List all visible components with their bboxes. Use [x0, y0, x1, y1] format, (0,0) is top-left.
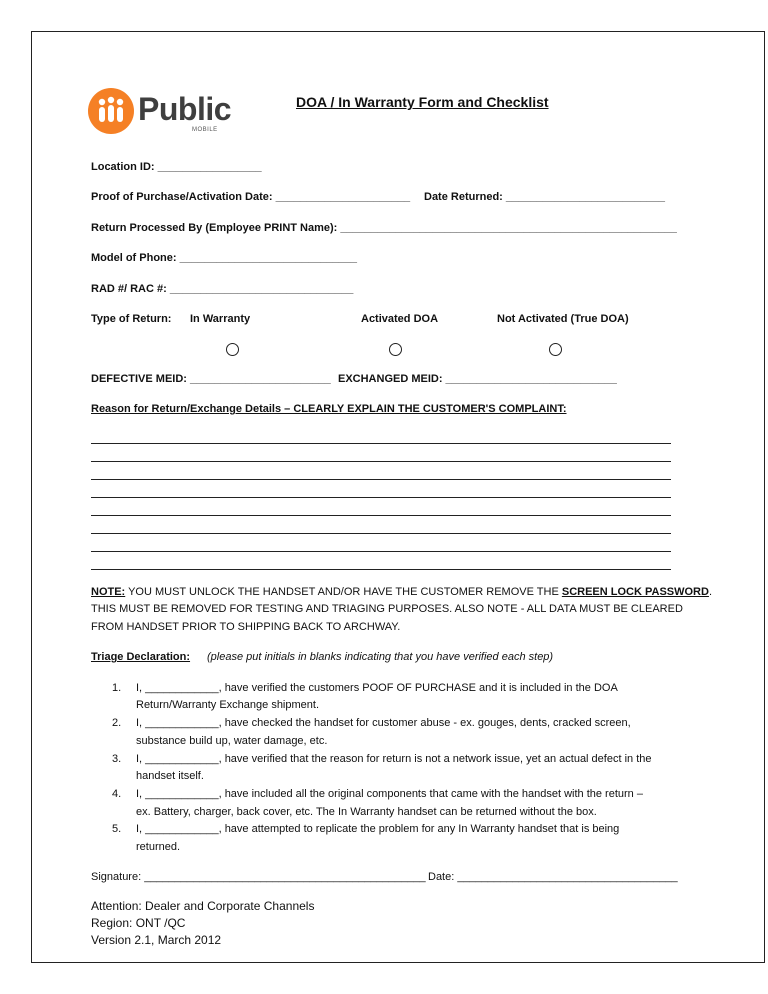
- triage-item-1-line-2: Return/Warranty Exchange shipment.: [136, 699, 320, 711]
- return-type-not-activated-label: Not Activated (True DOA): [497, 313, 629, 325]
- date-field[interactable]: Date: ____________________________________: [428, 871, 678, 883]
- processed-by-field[interactable]: Return Processed By (Employee PRINT Name): _______________________________________________________: [91, 222, 677, 234]
- triage-item-number: 3.: [112, 753, 122, 765]
- triage-item-4-line-1[interactable]: I, ____________, have included all the original components that came with the handset with the return –: [136, 788, 643, 800]
- triage-item-5-line-2: returned.: [136, 841, 181, 853]
- reason-line[interactable]: [91, 497, 671, 498]
- public-mobile-logo: [88, 88, 232, 138]
- triage-item-4-line-2: ex. Battery, charger, back cover, etc. The In Warranty handset can be returned without the box.: [136, 806, 597, 818]
- triage-item-number: 2.: [112, 717, 122, 729]
- footer-attention: Attention: Dealer and Corporate Channels: [91, 899, 315, 913]
- activated-doa-radio[interactable]: [389, 343, 402, 356]
- triage-heading: Triage Declaration:: [91, 651, 191, 663]
- reason-line[interactable]: [91, 515, 671, 516]
- triage-item-3-line-1[interactable]: I, ____________, have verified that the reason for return is not a network issue, yet an actual defect in the: [136, 753, 652, 765]
- reason-line[interactable]: [91, 479, 671, 480]
- screen-lock-password-text: SCREEN LOCK PASSWORD: [561, 586, 709, 598]
- triage-item-2-line-1[interactable]: I, ____________, have checked the handset for customer abuse - ex. gouges, dents, cracked screen,: [136, 717, 631, 729]
- footer-region: Region: ONT /QC: [91, 916, 186, 930]
- form-title: DOA / In Warranty Form and Checklist: [296, 94, 549, 110]
- rad-rac-field[interactable]: RAD #/ RAC #: ______________________________: [91, 283, 354, 295]
- triage-instruction: (please put initials in blanks indicating that you have verified each step): [207, 651, 554, 663]
- location-id-field[interactable]: Location ID: _________________: [91, 161, 262, 173]
- return-type-activated-doa-label: Activated DOA: [361, 313, 439, 325]
- triage-item-number: 5.: [112, 823, 122, 835]
- logo-subtext: MOBILE: [192, 127, 218, 133]
- logo-circle-icon: [88, 88, 134, 134]
- triage-item-3-line-2: handset itself.: [136, 770, 204, 782]
- triage-item-1-line-1[interactable]: I, ____________, have verified the customers POOF OF PURCHASE and it is included in the DOA: [136, 682, 618, 694]
- proof-of-purchase-field[interactable]: Proof of Purchase/Activation Date: ______________________: [91, 191, 411, 203]
- reason-heading: Reason for Return/Exchange Details – CLEARLY EXPLAIN THE CUSTOMER'S COMPLAINT:: [91, 403, 567, 415]
- note-text-1: YOU MUST UNLOCK THE HANDSET AND/OR HAVE THE CUSTOMER REMOVE THE: [128, 586, 559, 598]
- model-of-phone-field[interactable]: Model of Phone: _____________________________: [91, 252, 358, 264]
- footer-version: Version 2.1, March 2012: [91, 933, 222, 947]
- logo-wordmark: Public: [138, 91, 232, 127]
- note-period: .: [708, 586, 713, 598]
- note-label: NOTE:: [91, 586, 126, 598]
- note-line-1: [91, 586, 712, 598]
- type-of-return-label: Type of Return:: [91, 313, 172, 325]
- return-type-in-warranty-label: In Warranty: [190, 313, 251, 325]
- exchanged-meid-field[interactable]: EXCHANGED MEID: ____________________________: [338, 373, 617, 385]
- defective-meid-field[interactable]: DEFECTIVE MEID: _______________________: [91, 373, 331, 385]
- note-line-2: THIS MUST BE REMOVED FOR TESTING AND TRIAGING PURPOSES. ALSO NOTE - ALL DATA MUST BE CLEARED: [91, 603, 683, 615]
- triage-item-number: 1.: [112, 682, 122, 694]
- signature-field[interactable]: Signature: ______________________________________________: [91, 871, 426, 883]
- reason-line[interactable]: [91, 569, 671, 570]
- not-activated-radio[interactable]: [549, 343, 562, 356]
- triage-item-number: 4.: [112, 788, 122, 800]
- in-warranty-radio[interactable]: [226, 343, 239, 356]
- triage-item-5-line-1[interactable]: I, ____________, have attempted to replicate the problem for any In Warranty handset that is being: [136, 823, 620, 835]
- reason-line[interactable]: [91, 551, 671, 552]
- reason-line[interactable]: [91, 443, 671, 444]
- triage-item-2-line-2: substance build up, water damage, etc.: [136, 735, 328, 747]
- reason-line[interactable]: [91, 533, 671, 534]
- reason-line[interactable]: [91, 461, 671, 462]
- date-returned-field[interactable]: Date Returned: __________________________: [424, 191, 665, 203]
- note-line-3: FROM HANDSET PRIOR TO SHIPPING BACK TO ARCHWAY.: [91, 621, 401, 633]
